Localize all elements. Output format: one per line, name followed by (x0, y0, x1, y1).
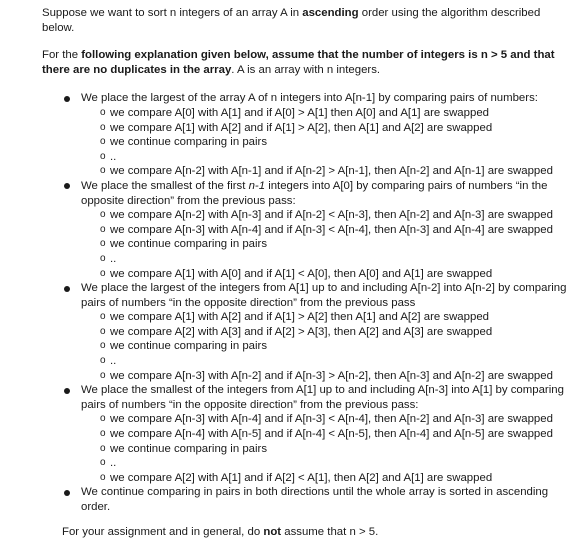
step-item (62, 281, 572, 383)
sub-step-item: o we continue comparing in pairs (100, 135, 572, 150)
sub-step-item: o .. (100, 456, 572, 471)
sub-step-item: o we compare A[2] with A[1] and if A[2] < A[1], then A[2] and A[1] are swapped (100, 471, 572, 486)
sub-step-item: o we compare A[n-2] with A[n-1] and if A[n-2] > A[n-1], then A[n-2] and A[n-1] are swapped (100, 164, 572, 179)
step-text-pre: We place the largest of the array A of n integers into A[n-1] by comparing pairs of numbers: (81, 92, 538, 105)
sub-step-item: o we compare A[n-3] with A[n-4] and if A[n-3] < A[n-4], then A[n-2] and A[n-3] are swapped (100, 412, 572, 427)
step-item (62, 91, 572, 179)
sub-step-list (81, 412, 572, 485)
step-text-italic: n-1 (248, 179, 266, 192)
sub-step-item: o we continue comparing in pairs (100, 442, 572, 457)
sub-step-item: o we compare A[2] with A[3] and if A[2] > A[3], then A[2] and A[3] are swapped (100, 325, 572, 340)
step-text (81, 485, 572, 514)
step-text-pre: We place the largest of the integers from A[1] up to and including A[n-2] into A[n-2] by comparing pairs of numbers “in the opposite direction” from the previous pass (81, 282, 567, 309)
sub-step-item: o we compare A[n-3] with A[n-4] and if A[n-3] < A[n-4], then A[n-3] and A[n-4] are swapped (100, 223, 572, 238)
final-note-pre: For your assignment and in general, do (62, 525, 264, 538)
step-text (81, 91, 572, 106)
assumption-text-bold: following explanation given below, assume that the number of integers is n > 5 and that there are no duplicates in the array (42, 49, 555, 76)
assumption-text-pre: For the (42, 49, 82, 62)
sub-step-item: o we compare A[1] with A[2] and if A[1] > A[2], then A[1] and A[2] are swapped (100, 121, 572, 136)
step-item (62, 179, 572, 281)
sub-step-item: o .. (100, 150, 572, 165)
sub-step-item: o we compare A[n-4] with A[n-5] and if A[n-4] < A[n-5], then A[n-4] and A[n-5] are swapped (100, 427, 572, 442)
step-text-pre: We place the smallest of the first (81, 179, 249, 192)
step-text (81, 281, 572, 310)
step-item (62, 383, 572, 485)
final-note-post: assume that n > 5. (281, 525, 379, 538)
intro-paragraph (42, 6, 572, 35)
assumption-paragraph (42, 48, 572, 77)
sub-step-item: o .. (100, 252, 572, 267)
step-text (81, 383, 572, 412)
step-text-post: integers into A[0] by comparing pairs of numbers “in the opposite direction” from the previous pass: (81, 179, 548, 207)
sub-step-item: o we compare A[n-2] with A[n-3] and if A[n-2] < A[n-3], then A[n-2] and A[n-3] are swapped (100, 208, 572, 223)
steps-list (42, 91, 572, 514)
sub-step-item: o we compare A[1] with A[2] and if A[1] > A[2] then A[1] and A[2] are swapped (100, 310, 572, 325)
sub-step-list (81, 310, 572, 383)
final-note (42, 525, 572, 540)
final-note-bold: not (263, 525, 282, 538)
intro-text-post: order using the algorithm described below. (42, 7, 541, 34)
sub-step-list (81, 208, 572, 281)
intro-text-bold: ascending (302, 7, 359, 19)
sub-step-item: o we continue comparing in pairs (100, 339, 572, 354)
assumption-text-post: . A is an array with n integers. (231, 63, 381, 76)
sub-step-item: o we compare A[n-3] with A[n-2] and if A[n-3] > A[n-2], then A[n-3] and A[n-2] are swapped (100, 369, 572, 384)
sub-step-item: o .. (100, 354, 572, 369)
sub-step-list (81, 106, 572, 179)
step-text-pre: We place the smallest of the integers from A[1] up to and including A[n-3] into A[1] by comparing pairs of numbers “in the opposite direction” from the previous pass: (81, 384, 564, 411)
step-text (81, 179, 572, 208)
sub-step-item: o we compare A[1] with A[0] and if A[1] < A[0], then A[0] and A[1] are swapped (100, 267, 572, 282)
sub-step-item: o we compare A[0] with A[1] and if A[0] > A[1] then A[0] and A[1] are swapped (100, 106, 572, 121)
step-text-pre: We continue comparing in pairs in both directions until the whole array is sorted in ascending order. (81, 486, 549, 513)
sub-step-item: o we continue comparing in pairs (100, 237, 572, 252)
step-item (62, 485, 572, 514)
intro-text-pre: Suppose we want to sort n integers of an array A in (42, 7, 303, 19)
